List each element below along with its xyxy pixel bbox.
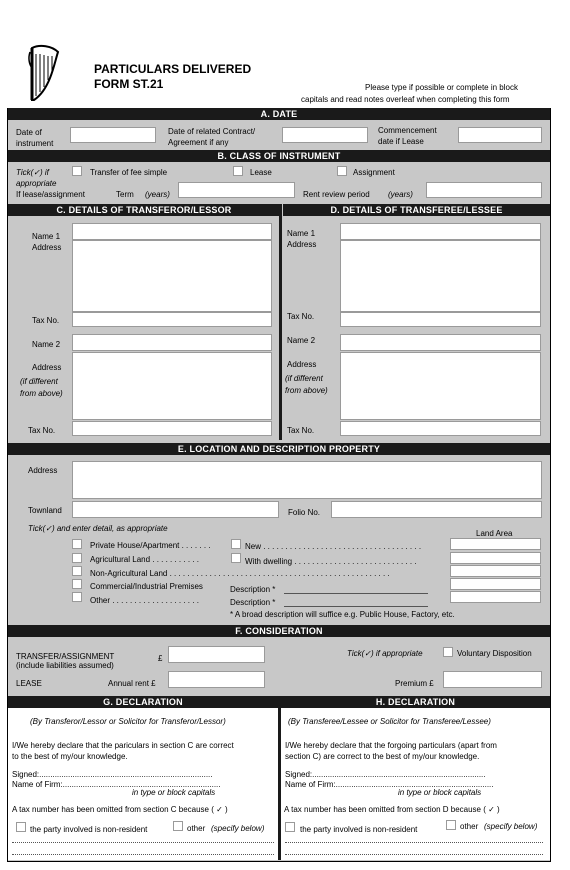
term-years-label: (years) [145,190,170,199]
appropriate-label: appropriate [16,179,57,188]
g-other-checkbox[interactable] [173,821,183,831]
section-d-heading: D. DETAILS OF TRANSFEREE/LESSEE [283,204,550,216]
cd-divider [279,204,282,440]
c-tax-field[interactable] [72,312,272,327]
date-instrument-label-2: instrument [16,139,54,148]
section-f-heading: F. CONSIDERATION [8,625,550,637]
commercial-label: Commercial/Industrial Premises [90,582,203,591]
harp-emblem [26,44,64,104]
d-tax2-field[interactable] [340,421,541,436]
d-address2-field[interactable] [340,352,541,420]
g-block-capitals-label: in type or block capitals [132,788,216,797]
term-field[interactable] [178,182,295,198]
annual-rent-field[interactable] [168,671,265,688]
tick-enter-label: Tick(✓) and enter detail, as appropriate [28,524,168,533]
if-lease-label: If lease/assignment [16,190,85,199]
land-area-field-3[interactable] [450,565,541,577]
new-checkbox[interactable] [231,539,241,549]
e-address-label: Address [28,466,58,475]
c-name2-label: Name 2 [32,340,61,349]
d-tax-field[interactable] [340,312,541,327]
private-house-label: Private House/Apartment . . . . . . . [90,541,211,550]
c-from-above-label: from above) [20,389,63,398]
h-by-label: (By Transferee/Lessee or Solicitor for Transferee/Lessee) [288,717,491,726]
h-non-resident-checkbox[interactable] [285,822,295,832]
assignment-checkbox[interactable] [337,166,347,176]
term-label: Term [116,190,134,199]
commercial-checkbox[interactable] [72,579,82,589]
c-name1-label: Name 1 [32,232,61,241]
annual-rent-label: Annual rent £ [108,679,156,688]
d-name2-label: Name 2 [287,336,316,345]
gh-divider [278,696,281,860]
rent-review-years-label: (years) [388,190,413,199]
g-specify-label: (specify below) [211,824,265,833]
voluntary-disposition-checkbox[interactable] [443,647,453,657]
d-if-different-label: (if different [285,374,323,383]
g-omitted-label: A tax number has been omitted from section C because ( ✓ ) [12,805,228,814]
g-firm-line[interactable]: Name of Firm:....................................................................... [12,780,221,789]
pound-label: £ [158,654,163,663]
g-signed-line[interactable]: Signed:.............................................................................. [12,770,213,779]
land-area-field-1[interactable] [450,538,541,550]
form-title-line1: PARTICULARS DELIVERED [94,62,252,76]
transfer-amount-field[interactable] [168,646,265,663]
d-tax2-label: Tax No. [287,426,315,435]
g-declaration-line2: to the best of my/our knowledge. [12,752,128,761]
instructions-line1: Please type if possible or complete in block [365,83,518,92]
rent-review-label: Rent review period [303,190,370,199]
tick-mark-icon: ✓ [33,168,40,177]
h-other-label: other [460,822,479,831]
date-instrument-label: Date of [16,128,42,137]
h-specify-label: (specify below) [484,822,538,831]
description1-line[interactable] [284,593,428,594]
land-area-label: Land Area [476,529,513,538]
instructions-line2: capitals and read notes overleaf when completing this form [301,95,510,104]
commencement-label-2: date if Lease [378,137,424,146]
c-address-field[interactable] [72,240,272,312]
section-c-heading: C. DETAILS OF TRANSFEROR/LESSOR [8,204,280,216]
broad-description-note: * A broad description will suffice e.g. Public House, Factory, etc. [230,610,455,619]
g-non-resident-label: the party involved is non-resident [30,825,148,834]
new-label: New . . . . . . . . . . . . . . . . . . . . . . . . . . . . . . . . . . . . [245,542,422,551]
lease-consideration-label: LEASE [16,679,42,688]
tick-label: Tick(✓) if [16,168,49,177]
commencement-label: Commencement [378,126,437,135]
h-firm-line[interactable]: Name of Firm:....................................................................... [285,780,494,789]
form-title-line2: FORM ST.21 [94,77,164,91]
related-date-field[interactable] [282,127,368,143]
folio-label: Folio No. [288,508,321,517]
g-declaration-line1: I/We hereby declare that the pariculars in section C are correct [12,741,234,750]
h-signed-line[interactable]: Signed:.............................................................................. [285,770,486,779]
e-address-field[interactable] [72,461,542,499]
description2-label: Description * [230,598,276,607]
folio-field[interactable] [331,501,542,518]
section-a-heading: A. DATE [8,108,550,120]
h-omitted-label: A tax number has been omitted from section D because ( ✓ ) [284,805,500,814]
d-name2-field[interactable] [340,334,541,351]
land-area-field-2[interactable] [450,552,541,564]
tick-mark-icon: ✓ [45,524,52,533]
related-date-label-2: Agreement if any [168,138,229,147]
assignment-label: Assignment [353,168,395,177]
include-liabilities-label: (include liabilities assumed) [16,661,114,670]
townland-field[interactable] [72,501,279,518]
section-e-heading: E. LOCATION AND DESCRIPTION PROPERTY [8,443,550,455]
transfer-fee-simple-checkbox[interactable] [72,166,82,176]
d-address-label: Address [287,240,317,249]
d-name1-label: Name 1 [287,229,316,238]
c-if-different-label: (if different [20,377,58,386]
g-other-label: other [187,824,206,833]
other-label: Other . . . . . . . . . . . . . . . . . . . . [90,596,199,605]
agricultural-label: Agricultural Land . . . . . . . . . . . [90,555,199,564]
d-address-field[interactable] [340,240,541,312]
d-address2-label: Address [287,360,317,369]
premium-label: Premium £ [395,679,434,688]
c-tax-label: Tax No. [32,316,60,325]
g-by-label: (By Transferor/Lessor or Solicitor for Transferor/Lessor) [30,717,226,726]
commencement-field[interactable] [458,127,542,143]
c-address2-label: Address [32,363,62,372]
transfer-fee-simple-label: Transfer of fee simple [90,168,168,177]
townland-label: Townland [28,506,62,515]
g-specify-line-1[interactable] [12,842,274,843]
c-address2-field[interactable] [72,352,272,420]
d-from-above-label: from above) [285,386,328,395]
c-tax2-label: Tax No. [28,426,56,435]
land-area-field-5[interactable] [450,591,541,603]
with-dwelling-checkbox[interactable] [231,553,241,563]
c-tax2-field[interactable] [72,421,272,436]
transfer-assignment-label: TRANSFER/ASSIGNMENT [16,652,115,661]
g-specify-line-2[interactable] [12,854,274,855]
non-agricultural-label: Non-Agricultural Land . . . . . . . . . . . . . . . . . . . . . . . . . . . . . . . . . . . . . . . . . . . . . . . . . . [90,569,390,578]
h-declaration-line2: section C) are correct to the best of my/our knowledge. [285,752,480,761]
g-non-resident-checkbox[interactable] [16,822,26,832]
h-other-checkbox[interactable] [446,820,456,830]
d-tax-label: Tax No. [287,312,315,321]
lease-checkbox[interactable] [233,166,243,176]
description2-line[interactable] [284,606,428,607]
c-address-label: Address [32,243,62,252]
land-area-field-4[interactable] [450,578,541,590]
d-name1-field[interactable] [340,223,541,240]
description1-label: Description * [230,585,276,594]
c-name1-field[interactable] [72,223,272,240]
section-g-heading: G. DECLARATION [8,696,278,708]
h-block-capitals-label: in type or block capitals [398,788,482,797]
premium-field[interactable] [443,671,542,688]
section-h-heading: H. DECLARATION [281,696,550,708]
tick-appropriate-label: Tick(✓) if appropriate [347,649,423,658]
section-b-heading: B. CLASS OF INSTRUMENT [8,150,550,162]
related-date-label: Date of related Contract/ [168,127,256,136]
h-specify-line-1[interactable] [285,842,543,843]
h-declaration-line1: I/We hereby declare that the forgoing particulars (apart from [285,741,497,750]
date-instrument-field[interactable] [70,127,156,143]
c-name2-field[interactable] [72,334,272,351]
lease-label: Lease [250,168,272,177]
agricultural-checkbox[interactable] [72,553,82,563]
h-specify-line-2[interactable] [285,854,543,855]
tick-mark-icon: ✓ [364,649,371,658]
voluntary-disposition-label: Voluntary Disposition [457,649,532,658]
private-house-checkbox[interactable] [72,539,82,549]
h-non-resident-label: the party involved is non-resident [300,825,418,834]
non-agricultural-checkbox[interactable] [72,566,82,576]
with-dwelling-label: With dwelling . . . . . . . . . . . . . . . . . . . . . . . . . . . . [245,557,417,566]
rent-review-field[interactable] [426,182,542,198]
other-checkbox[interactable] [72,592,82,602]
